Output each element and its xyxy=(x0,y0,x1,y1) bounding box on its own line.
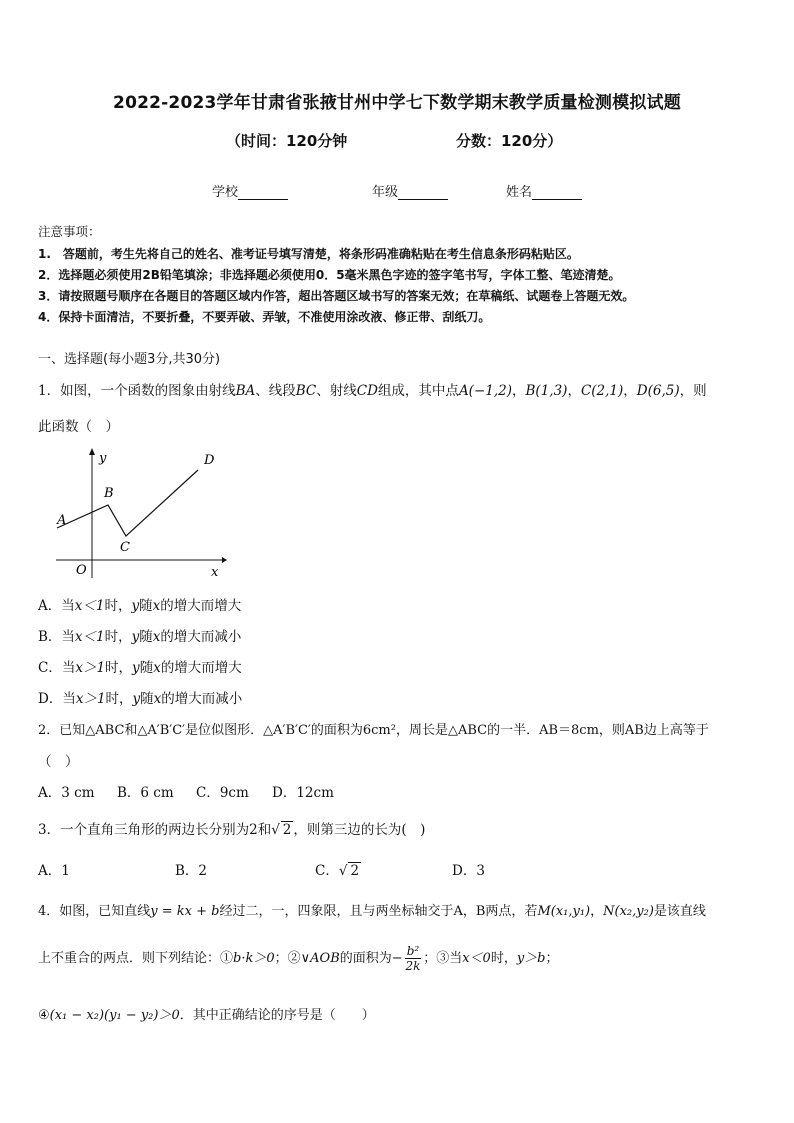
notice-heading: 注意事项： xyxy=(38,224,101,239)
conclusion-2: ∨AOB xyxy=(300,951,340,966)
notice-item: 2．选择题必须使用2B铅笔填涂；非选择题必须使用0．5毫米黑色字迹的签字笔书写，字体工整、笔迹清楚。 xyxy=(38,268,621,282)
q4-text: 是该直线 xyxy=(653,904,706,919)
q1-option-a[interactable] xyxy=(38,594,241,614)
school-blank xyxy=(238,187,288,200)
q1-stem-line2: 此函数（ ） xyxy=(38,419,119,435)
q1-sep: ， xyxy=(623,383,637,399)
q3-text: ，则第三边的长为( ) xyxy=(293,822,426,838)
opt-var: x xyxy=(153,660,161,676)
q1-text: 、射线 xyxy=(316,383,357,399)
q2-stem: 2．已知△ABC和△A′B′C′是位似图形．△A′B′C′的面积为6cm²，周长是△ABC的一半．AB＝8cm，则AB边上高等于 xyxy=(38,723,709,738)
q4-text: ；③当 xyxy=(423,951,463,966)
opt-cond: x＜1 xyxy=(74,598,105,614)
line-equation: y = kx + b xyxy=(150,904,220,919)
opt-text: 的增大而增大 xyxy=(160,598,242,614)
opt-var: x xyxy=(152,629,161,645)
opt-text: 的增大而减小 xyxy=(161,691,243,707)
q1-text: 1．如图，一个函数的图象由射线 xyxy=(38,383,236,399)
opt-text: A．当 xyxy=(38,598,75,614)
name-field xyxy=(506,181,582,200)
q4-text: ．其中正确结论的序号是（ ） xyxy=(179,1008,375,1023)
q3-option-a[interactable]: A．1 xyxy=(38,863,70,879)
x-axis-label: x xyxy=(211,565,219,580)
school-label: 学校 xyxy=(212,185,239,200)
q4-text: 4．如图，已知直线 xyxy=(38,904,151,919)
x-axis-arrow xyxy=(222,557,227,563)
q3-stem xyxy=(38,818,425,838)
q2-option-b[interactable]: B．6 cm xyxy=(117,785,174,801)
q1-sep: ， xyxy=(567,383,581,399)
sqrt-icon: √ xyxy=(338,863,348,879)
area-fraction xyxy=(405,944,422,973)
opt-var: y xyxy=(132,660,140,676)
exam-score: 分数：120分） xyxy=(456,132,563,150)
q2-option-c[interactable]: C．9cm xyxy=(196,785,249,801)
q4-text: ④ xyxy=(38,1008,50,1023)
opt-cond: x＞1 xyxy=(75,691,106,707)
opt-text: 时， xyxy=(105,660,133,676)
graph-label-c: C xyxy=(120,540,130,555)
opt-text: 的增大而增大 xyxy=(160,660,242,676)
notice-item: 3．请按照题号顺序在各题目的答题区域内作答，超出答题区域书写的答案无效；在草稿纸、试题卷上答题无效。 xyxy=(38,289,635,303)
page-title: 2022-2023学年甘肃省张掖甘州中学七下数学期末教学质量检测模拟试题 xyxy=(113,93,681,113)
q4-text: 的面积为 xyxy=(339,951,392,966)
opt-text: 随 xyxy=(139,629,153,645)
exam-time: （时间：120分钟 xyxy=(226,132,348,150)
opt-text: C． xyxy=(315,863,339,879)
opt-text: 的增大而减小 xyxy=(160,629,242,645)
q4-text: ； xyxy=(545,951,559,966)
point-a: A(−1,2) xyxy=(458,383,513,399)
conclusion-3-cond: x＜0 xyxy=(462,951,491,966)
opt-text: 时， xyxy=(105,691,133,707)
y-axis-label: y xyxy=(99,451,107,466)
fraction-numerator: b² xyxy=(406,944,420,958)
q2-option-a[interactable]: A．3 cm xyxy=(38,785,95,801)
conclusion-4: (x₁ − x₂)(y₁ − y₂)＞0 xyxy=(49,1008,180,1023)
grade-blank xyxy=(398,187,448,200)
notice-item: 4．保持卡面清洁，不要折叠，不要弄破、弄皱，不准使用涂改液、修正带、刮纸刀。 xyxy=(38,310,491,324)
q2-option-d[interactable]: D．12cm xyxy=(272,785,334,801)
opt-var: y xyxy=(132,691,141,707)
q1-stem xyxy=(38,379,707,399)
grade-field xyxy=(372,181,448,200)
q4-text: 上不重合的两点．则下列结论：① xyxy=(38,951,234,966)
conclusion-3: y＞b xyxy=(516,951,546,966)
q4-line3 xyxy=(38,1004,375,1023)
ray-cd: CD xyxy=(356,383,378,399)
graph-label-a: A xyxy=(57,513,67,528)
conclusion-1: b·k＞0 xyxy=(233,951,275,966)
opt-var: x xyxy=(153,691,162,707)
sqrt-icon: √ xyxy=(271,822,280,838)
opt-var: y xyxy=(131,629,140,645)
opt-text: 时， xyxy=(104,598,132,614)
q4-stem xyxy=(38,900,706,919)
fraction-denominator: 2k xyxy=(405,959,421,973)
y-axis-arrow xyxy=(89,448,95,455)
opt-text: D．当 xyxy=(38,691,76,707)
q4-text: 经过二，一，四象限，且与两坐标轴交于A，B两点，若 xyxy=(219,904,538,919)
q1-text: ，则 xyxy=(679,383,707,399)
point-n: N(x₂,y₂) xyxy=(603,904,654,919)
opt-text: 随 xyxy=(140,691,154,707)
school-field xyxy=(212,181,288,200)
opt-cond: x＞1 xyxy=(75,660,106,676)
q3-option-b[interactable]: B．2 xyxy=(175,863,208,879)
point-d: D(6,5) xyxy=(636,383,680,399)
opt-text: 时， xyxy=(104,629,132,645)
opt-text: B．当 xyxy=(38,629,75,645)
q4-text: ；② xyxy=(274,951,301,966)
q1-option-b[interactable] xyxy=(38,625,241,645)
opt-root: 2 xyxy=(350,863,360,879)
q1-text: 组成，其中点 xyxy=(377,383,459,399)
q4-line2 xyxy=(38,944,559,973)
q1-option-c[interactable] xyxy=(38,656,242,676)
q2-blank: （ ） xyxy=(38,754,79,770)
section-title: 一、选择题(每小题3分,共30分) xyxy=(38,352,221,367)
function-graph xyxy=(57,470,198,536)
q3-value: 2 xyxy=(249,822,258,838)
point-m: M(x₁,y₁) xyxy=(537,904,591,919)
opt-cond: x＜1 xyxy=(74,629,105,645)
q1-sep: ， xyxy=(512,383,526,399)
q3-option-c[interactable] xyxy=(315,859,361,879)
minus-sign: − xyxy=(391,951,403,966)
ray-ba: BA xyxy=(235,383,256,399)
opt-text: 随 xyxy=(139,660,154,676)
q3-option-d[interactable]: D．3 xyxy=(452,863,485,879)
origin-label: O xyxy=(76,563,87,578)
q1-text: 、线段 xyxy=(255,383,296,399)
q3-text: 和 xyxy=(257,822,272,838)
q4-sep: ， xyxy=(590,904,604,919)
q1-option-d[interactable] xyxy=(38,687,242,707)
name-label: 姓名 xyxy=(506,185,533,200)
segment-bc: BC xyxy=(295,383,317,399)
graph-label-d: D xyxy=(204,453,215,468)
q4-text: 时， xyxy=(490,951,517,966)
q3-text: 3．一个直角三角形的两边长分别为 xyxy=(38,822,250,838)
name-blank xyxy=(532,187,582,200)
opt-text: C．当 xyxy=(38,660,76,676)
q1-graph xyxy=(52,448,227,580)
graph-label-b: B xyxy=(104,486,114,501)
opt-var: x xyxy=(152,598,161,614)
point-c: C(2,1) xyxy=(580,383,624,399)
opt-text: 随 xyxy=(139,598,153,614)
notice-item: 1. 答题前，考生先将自己的姓名、准考证号填写清楚，将条形码准确粘贴在考生信息条形码粘贴区。 xyxy=(38,247,579,261)
opt-var: y xyxy=(131,598,140,614)
grade-label: 年级 xyxy=(372,185,399,200)
q3-root: 2 xyxy=(282,822,292,838)
point-b: B(1,3) xyxy=(525,383,568,399)
